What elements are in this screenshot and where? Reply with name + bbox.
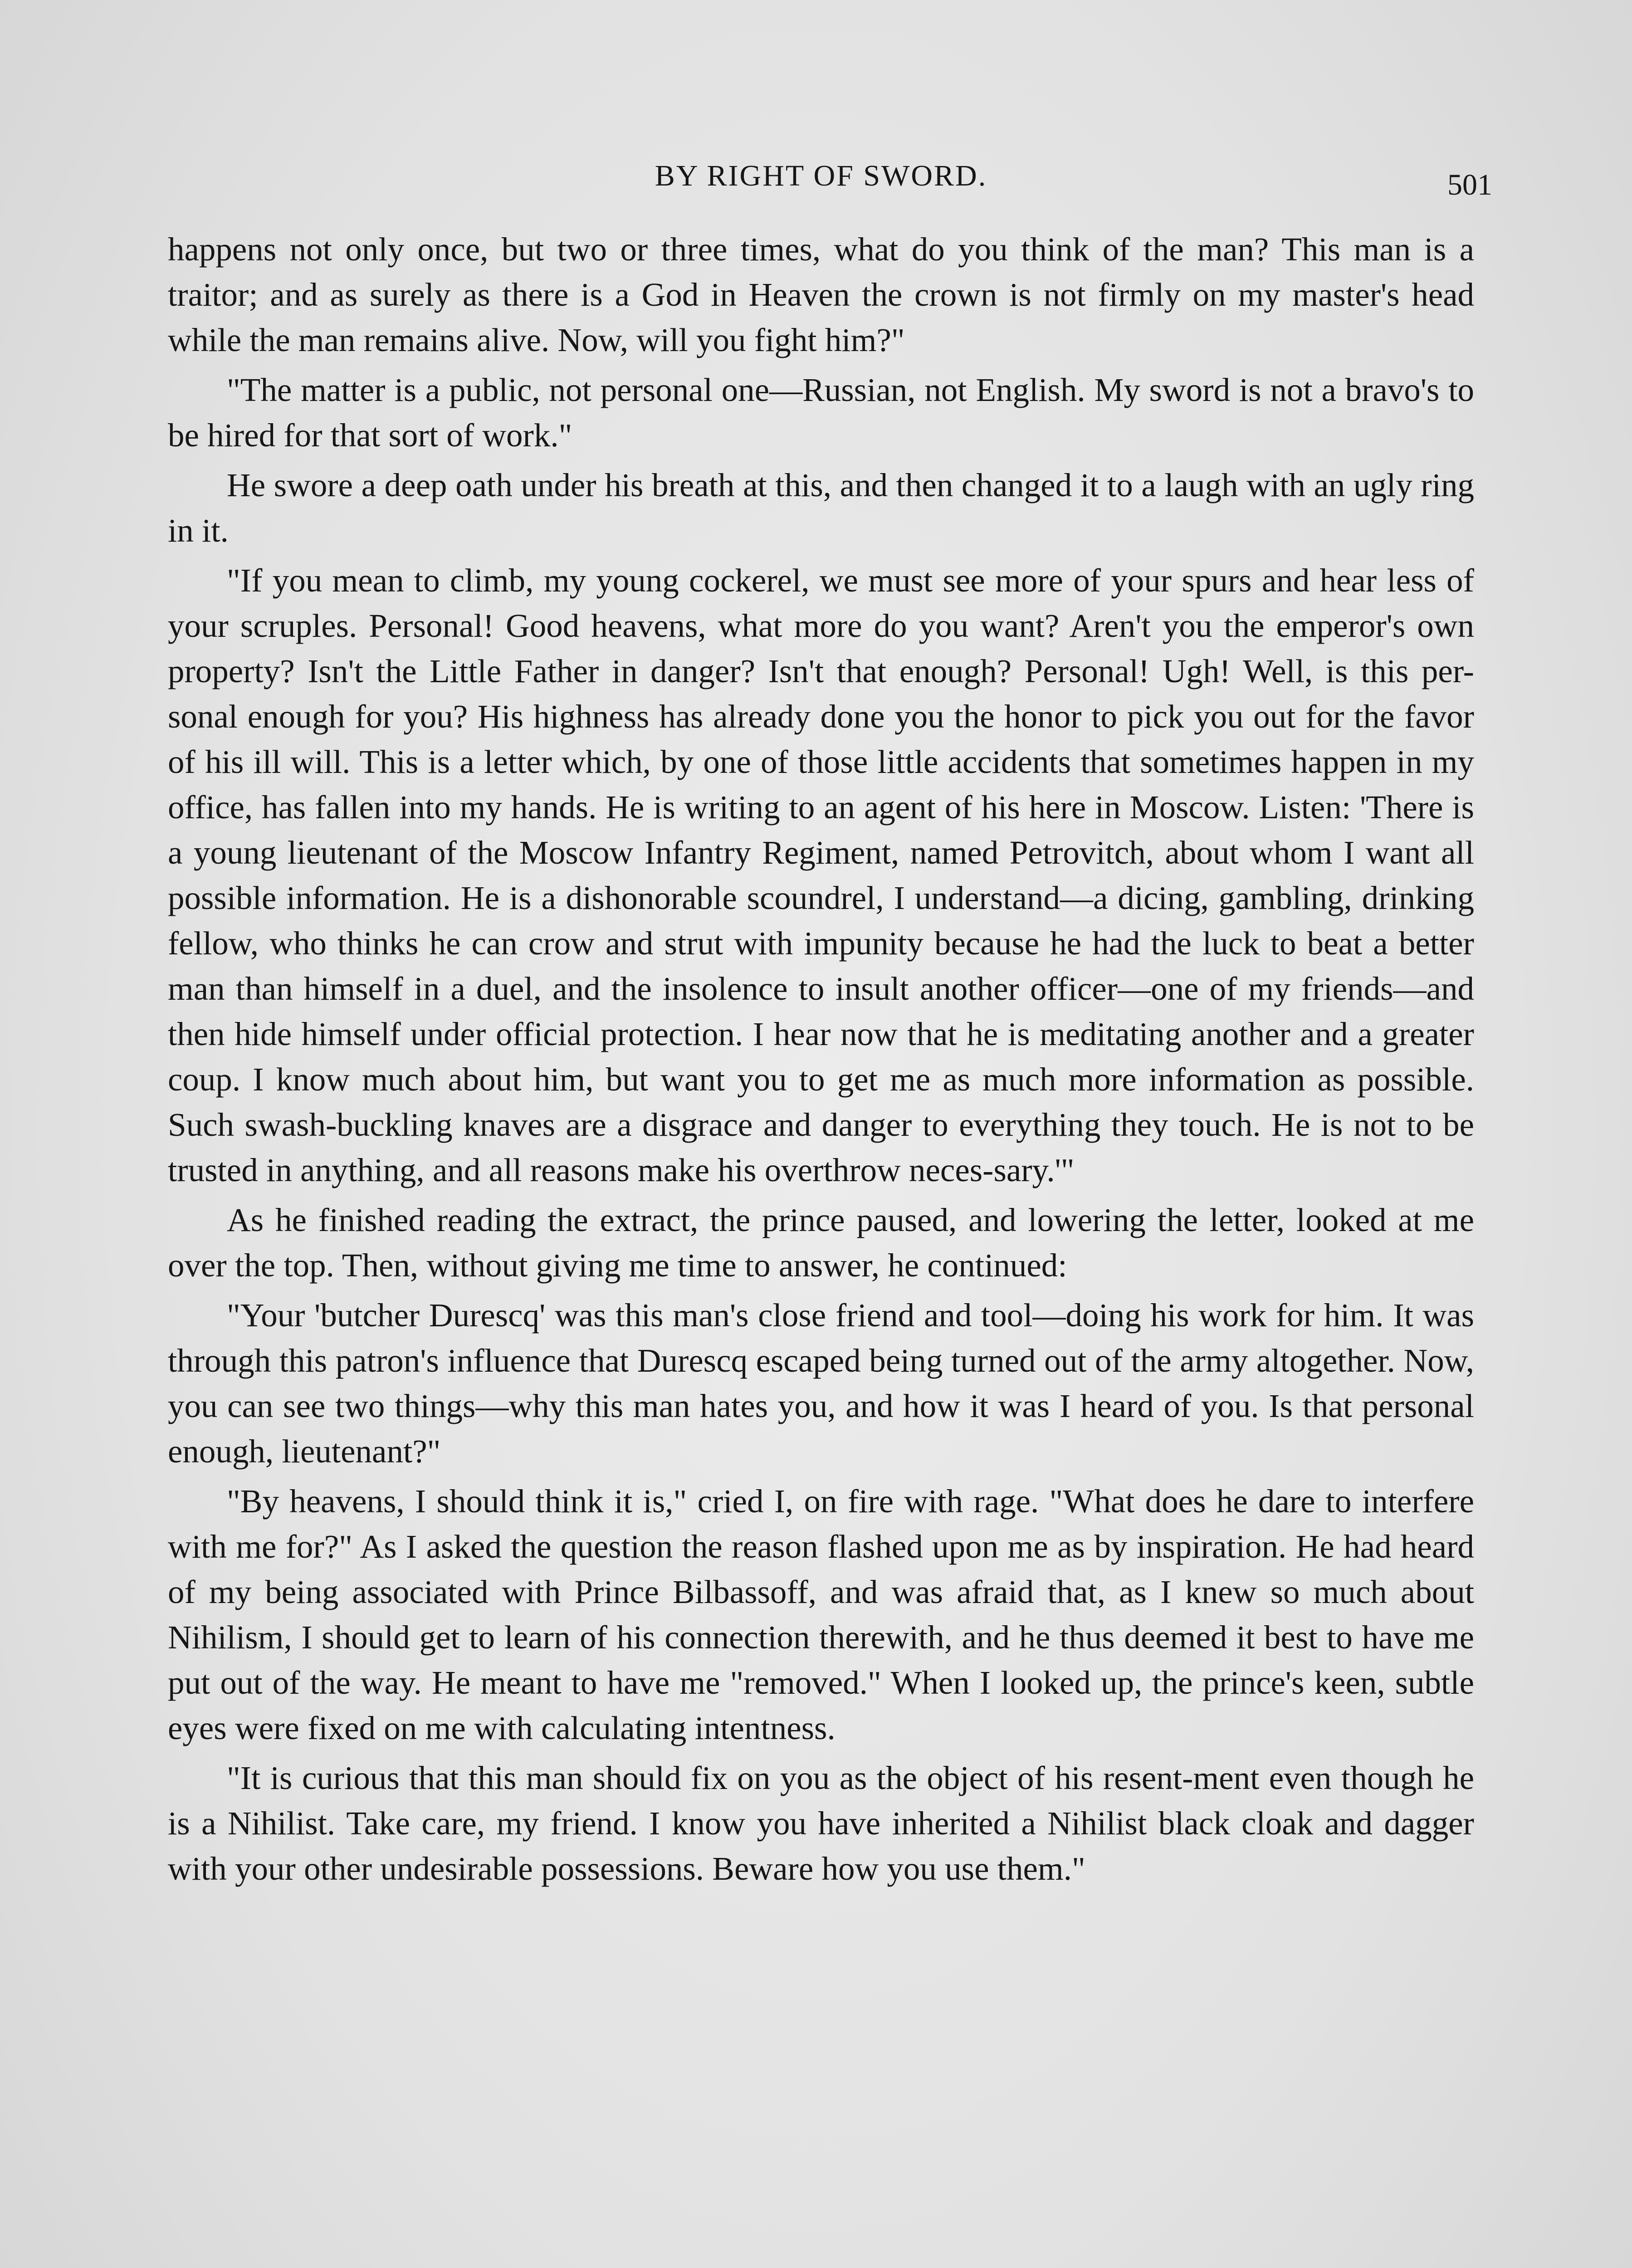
paragraph-1: happens not only once, but two or three times, what do you think of the man? This man is a traitor; and as surely as there is a God in Heaven the crown is not firmly on my master's head while the man remains alive. Now, will you fight him?": [168, 231, 1474, 358]
paragraph-3: He swore a deep oath under his breath at this, and then changed it to a laugh with an ugly ring in it.: [168, 467, 1474, 549]
paragraph-4: "If you mean to climb, my young cockerel, we must see more of your spurs and hear less of your scruples. Personal! Good heavens, what more do you want? Aren't you the emperor's own property? Isn't the Little Father in danger? Isn't that enough? Personal! Ugh! Well, is this per-sonal enough for you? His highness has already done you the honor to pick you out for the favor of his ill will. This is a letter which, by one of those little accidents that sometimes happen in my office, has fallen into my hands. He is writing to an agent of his here in Moscow. Listen: 'There is a young lieutenant of the Moscow Infantry Regiment, named Petrovitch, about whom I want all possible information. He is a dishonorable scoundrel, I understand—a dicing, gambling, drinking fellow, who thinks he can crow and strut with impunity because he had the luck to beat a better man than himself in a duel, and the insolence to insult another officer—one of my friends—and then hide himself under official protection. I hear now that he is meditating another and a greater coup. I know much about him, but want you to get me as much more information as possible. Such swash-buckling knaves are a disgrace and danger to everything they touch. He is not to be trusted in anything, and all reasons make his overthrow neces-sary.'": [168, 562, 1474, 1188]
paragraph-6: "Your 'butcher Durescq' was this man's close friend and tool—doing his work for him. It was through this patron's influence that Durescq escaped being turned out of the army altogether. Now, you can see two things—why this man hates you, and how it was I heard of you. Is that personal enough, lieutenant?": [168, 1297, 1474, 1470]
paragraph-5: As he finished reading the extract, the prince paused, and lowering the letter, looked at me over the top. Then, without giving me time to answer, he continued:: [168, 1202, 1474, 1284]
paragraph-7: "By heavens, I should think it is," cried I, on fire with rage. "What does he dare to interfere with me for?" As I asked the question the reason flashed upon me as by inspiration. He had heard of my being associated with Prince Bilbassoff, and was afraid that, as I knew so much about Nihilism, I should get to learn of his connection therewith, and he thus deemed it best to have me put out of the way. He meant to have me "removed." When I looked up, the prince's keen, subtle eyes were fixed on me with calculating intentness.: [168, 1483, 1474, 1746]
page-header: [168, 154, 1492, 209]
running-title: BY RIGHT OF SWORD.: [655, 159, 987, 192]
paragraph-8: "It is curious that this man should fix on you as the object of his resent-ment even though he is a Nihilist. Take care, my friend. I know you have inherited a Nihilist black cloak and dagger with your other undesirable possessions. Beware how you use them.": [168, 1760, 1474, 1887]
page-number: 501: [1447, 168, 1492, 201]
paragraph-2: "The matter is a public, not personal one—Russian, not English. My sword is not a bravo's to be hired for that sort of work.": [168, 371, 1474, 454]
body-text: [168, 227, 1474, 1896]
